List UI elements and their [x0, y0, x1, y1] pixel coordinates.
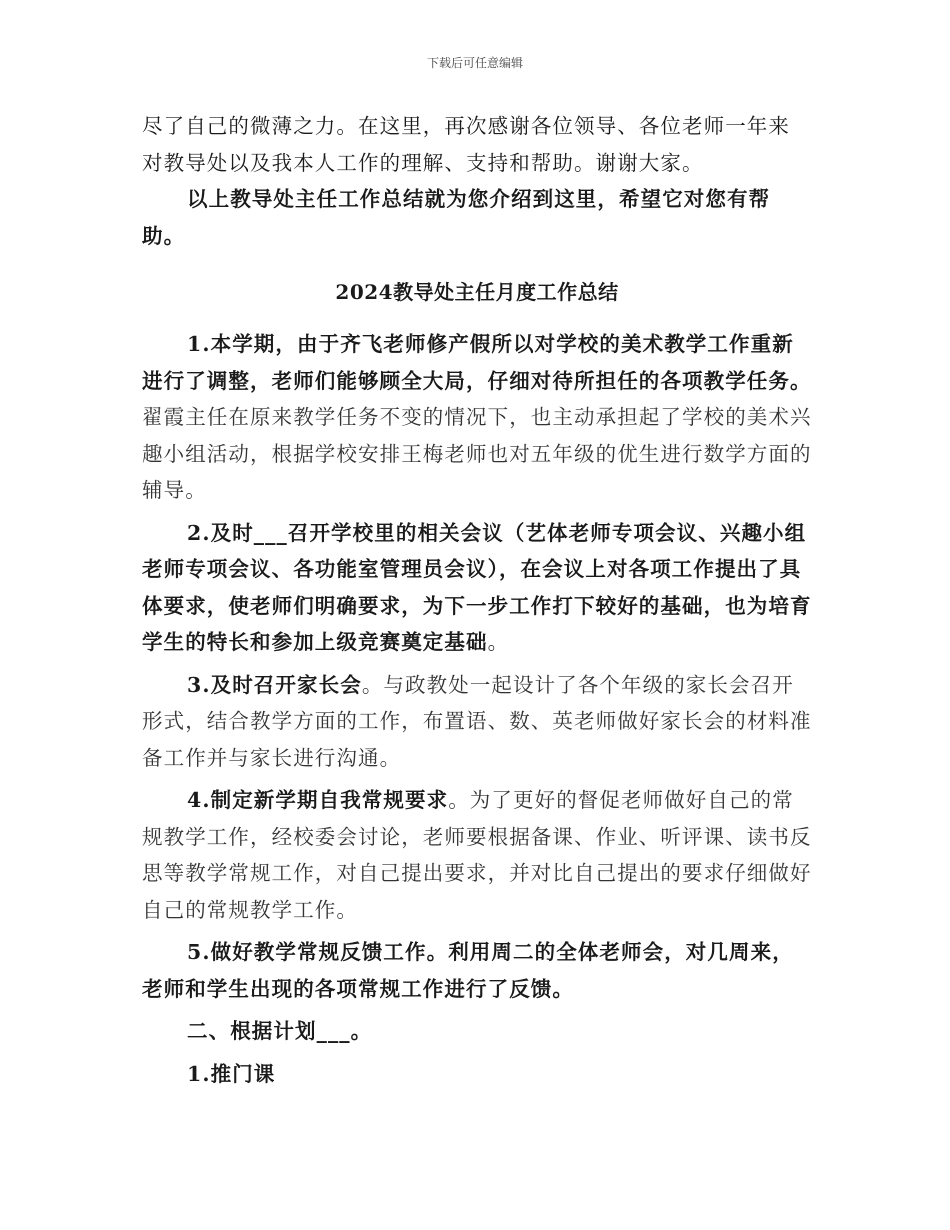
- item-2-bold: 2.及时___召开学校里的相关会议（艺体老师专项会议、兴趣小组老师专项会议、各功能室管理员会议），在会议上对各项工作提出了具体要求，使老师们明确要求，为下一步工作打下较好的基础，也为培育学生的特长和参加上级竞赛奠定基础: [142, 520, 812, 654]
- item-1-normal: 翟霞主任在原来教学任务不变的情况下，也主动承担起了学校的美术兴趣小组活动，根据学校安排王梅老师也对五年级的优生进行数学方面的辅导。: [142, 405, 812, 502]
- item-5-bold: 5.做好教学常规反馈工作。利用周二的全体老师会，对几周来，老师和学生出现的各项常规工作进行了反馈。: [142, 940, 794, 1001]
- section-2-heading: 二、根据计划___。: [187, 1019, 373, 1043]
- item-4: [142, 782, 812, 928]
- item-4-normal: 。为了更好的督促老师做好自己的常规教学工作，经校委会讨论，老师要根据备课、作业、听评课、读书反思等教学常规工作，对自己提出要求，并对比自己提出的要求仔细做好自己的常规教学工作。: [142, 788, 812, 922]
- section-2-item-1: 1.推门课: [187, 1061, 276, 1086]
- intro-line-1: 尽了自己的微薄之力。在这里，再次感谢各位领导、各位老师一年来: [142, 114, 790, 138]
- item-3-bold: 3.及时召开家长会: [187, 672, 362, 697]
- intro-line-2: 对教导处以及我本人工作的理解、支持和帮助。谢谢大家。: [142, 150, 704, 175]
- item-4-bold: 4.制定新学期自我常规要求: [187, 788, 449, 812]
- intro-summary: 以上教导处主任工作总结就为您介绍到这里，希望它对您有帮助。: [142, 187, 771, 248]
- document-body: [142, 108, 812, 1092]
- document-title: 2024教导处主任月度工作总结: [335, 280, 619, 304]
- item-1-bold: 1.本学期，由于齐飞老师修产假所以对学校的美术教学工作重新进行了调整，老师们能够顾全大局，仔细对待所担任的各项教学任务。: [142, 332, 812, 393]
- item-1: [142, 326, 812, 509]
- item-2-normal: 。: [487, 630, 510, 654]
- item-5: [142, 934, 812, 1007]
- item-3: [142, 667, 812, 777]
- item-3-normal: 。与政教处一起设计了各个年级的家长会召开形式，结合教学方面的工作，布置语、数、英老师做好家长会的材料准备工作并与家长进行沟通。: [142, 672, 812, 770]
- item-2: [142, 515, 812, 661]
- page-header: 下载后可任意编辑: [426, 56, 523, 70]
